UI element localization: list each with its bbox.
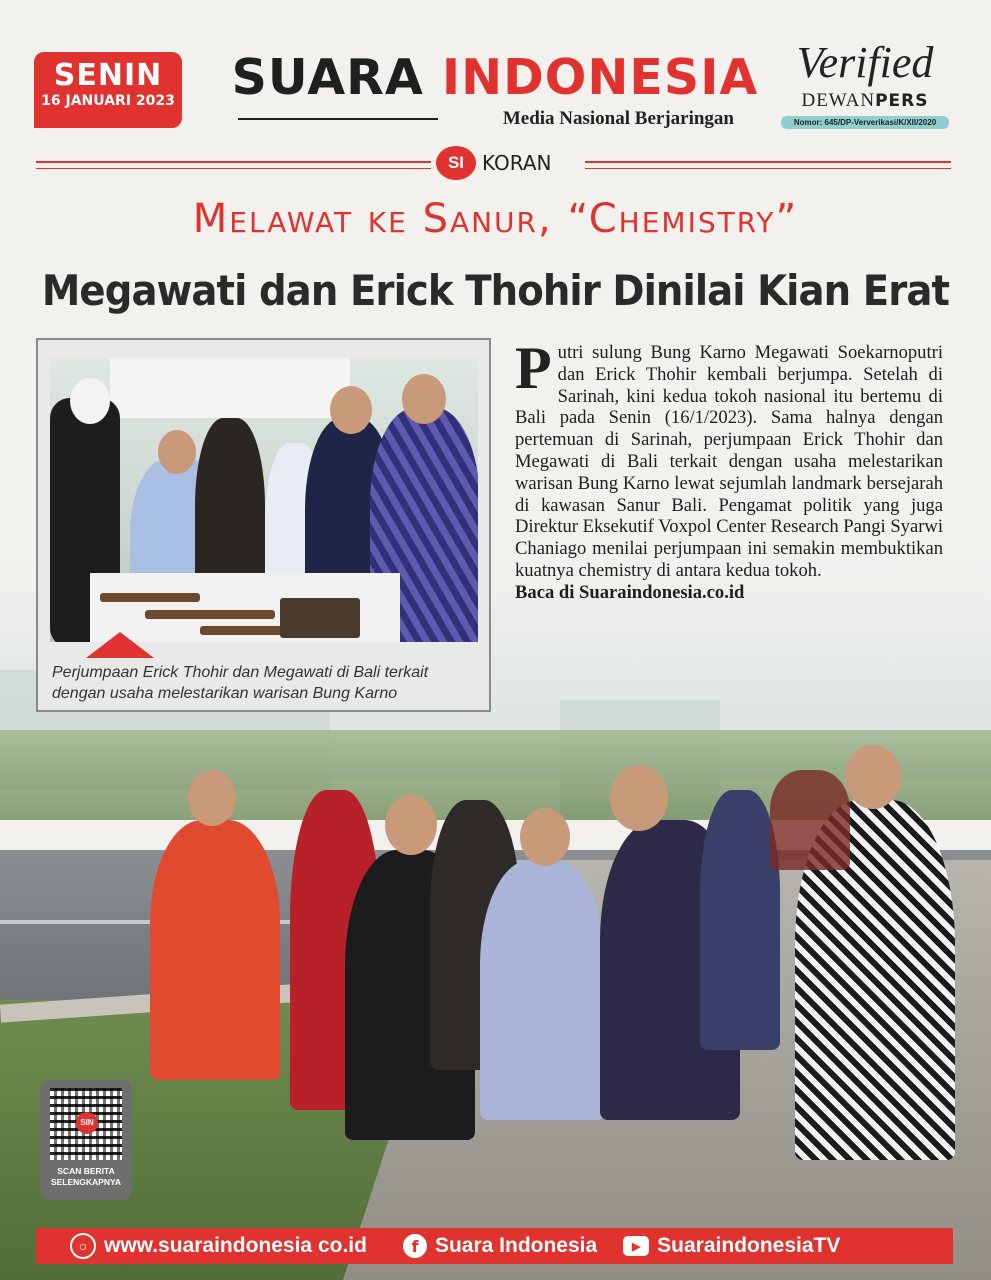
- person-head: [385, 795, 437, 855]
- person-worker: [150, 820, 280, 1080]
- person-head: [188, 770, 236, 826]
- footer-bar: [36, 1228, 953, 1264]
- youtube-link[interactable]: SuaraindonesiaTV: [657, 1234, 841, 1257]
- verification-number: Nomor: 645/DP-Ververikasi/K/XII/2020: [781, 116, 949, 129]
- verified-badge: [775, 38, 955, 129]
- verified-word: Verified: [796, 38, 934, 87]
- person-head: [402, 374, 446, 424]
- divider-right-thin: [585, 168, 951, 169]
- tent-canopy: [110, 358, 350, 418]
- date-day: SENIN: [53, 58, 163, 93]
- date-full: 16 JANUARI 2023: [41, 93, 175, 109]
- brand-tagline: Media Nasional Berjaringan: [502, 108, 734, 129]
- youtube-icon: ▶: [623, 1236, 649, 1256]
- section-label: [436, 146, 552, 180]
- brand-masthead: [230, 49, 760, 129]
- brand-title-part1: SUARA: [231, 49, 424, 106]
- divider-left: [36, 161, 431, 163]
- website-link[interactable]: www.suaraindonesia co.id: [104, 1234, 367, 1257]
- artifact-box: [280, 598, 360, 638]
- person-head: [330, 386, 372, 434]
- article-body: [515, 335, 943, 604]
- person-background: [770, 770, 850, 870]
- wooden-artifact: [100, 593, 200, 602]
- inset-photo: [50, 358, 478, 642]
- dewan-pers-label: [775, 90, 955, 112]
- dewan-label: DEWAN: [801, 90, 876, 111]
- brand-title-part2: INDONESIA: [441, 49, 759, 106]
- drop-cap: P: [515, 335, 552, 401]
- person-head: [158, 430, 196, 474]
- footer-website[interactable]: [70, 1233, 367, 1259]
- article-text: utri sulung Bung Karno Megawati Soekarnoputri dan Erick Thohir kembali berjumpa. Setelah di Sarinah, kini kedua tokoh nasional itu bertemu di Bali pada Senin (16/1/2023). Sama halnya dengan pertemuan di Sarinah, perjumpaan Erick Thohir dan Megawati di Bali terkait dengan usaha melestarikan warisan Bung Karno lewat sejumlah landmark bersejarah di kawasan Sanur Bali. Pengamat politik yang juga Direktur Eksekutif Voxpol Center Research Pangi Syarwi Chaniago menilai perjumpaan ini semakin membuktikan kuatnya chemistry di antara kedua tokoh.: [515, 342, 943, 581]
- person-head: [610, 765, 668, 831]
- qr-code-icon[interactable]: [50, 1088, 122, 1160]
- person-head: [845, 745, 901, 809]
- person-head: [520, 808, 570, 866]
- person-blue-shirt: [480, 860, 605, 1120]
- person-background: [700, 790, 780, 1050]
- wooden-artifact: [145, 610, 275, 619]
- footer-facebook[interactable]: [403, 1234, 597, 1258]
- brand-title: [230, 50, 760, 106]
- caption-triangle-icon: [86, 632, 154, 658]
- read-more-link[interactable]: Baca di Suaraindonesia.co.id: [515, 581, 745, 603]
- main-headline: Megawati dan Erick Thohir Dinilai Kian Erat: [41, 266, 950, 315]
- udeng-headwear: [70, 378, 110, 424]
- qr-logo: SIN: [76, 1112, 98, 1134]
- footer-youtube[interactable]: [623, 1234, 840, 1258]
- brand-rule: [238, 118, 438, 120]
- date-badge: [34, 52, 182, 128]
- globe-icon: ○: [70, 1233, 96, 1259]
- photo-caption: Perjumpaan Erick Thohir dan Megawati di Bali terkait dengan usaha melestarikan warisan Bung Karno: [52, 664, 429, 702]
- kicker-headline: Melawat ke Sanur, “Chemistry”: [192, 196, 799, 242]
- section-name: KORAN: [482, 151, 552, 175]
- qr-card[interactable]: [40, 1080, 132, 1200]
- divider-left-thin: [36, 168, 431, 169]
- photo-frame: [36, 338, 491, 712]
- facebook-link[interactable]: Suara Indonesia: [434, 1234, 598, 1257]
- facebook-icon: f: [403, 1234, 427, 1258]
- qr-label: SCAN BERITA SELENGKAPNYA: [50, 1166, 122, 1187]
- divider-right: [585, 161, 951, 163]
- pers-label: PERS: [875, 91, 929, 111]
- si-logo-icon: SI: [436, 146, 476, 180]
